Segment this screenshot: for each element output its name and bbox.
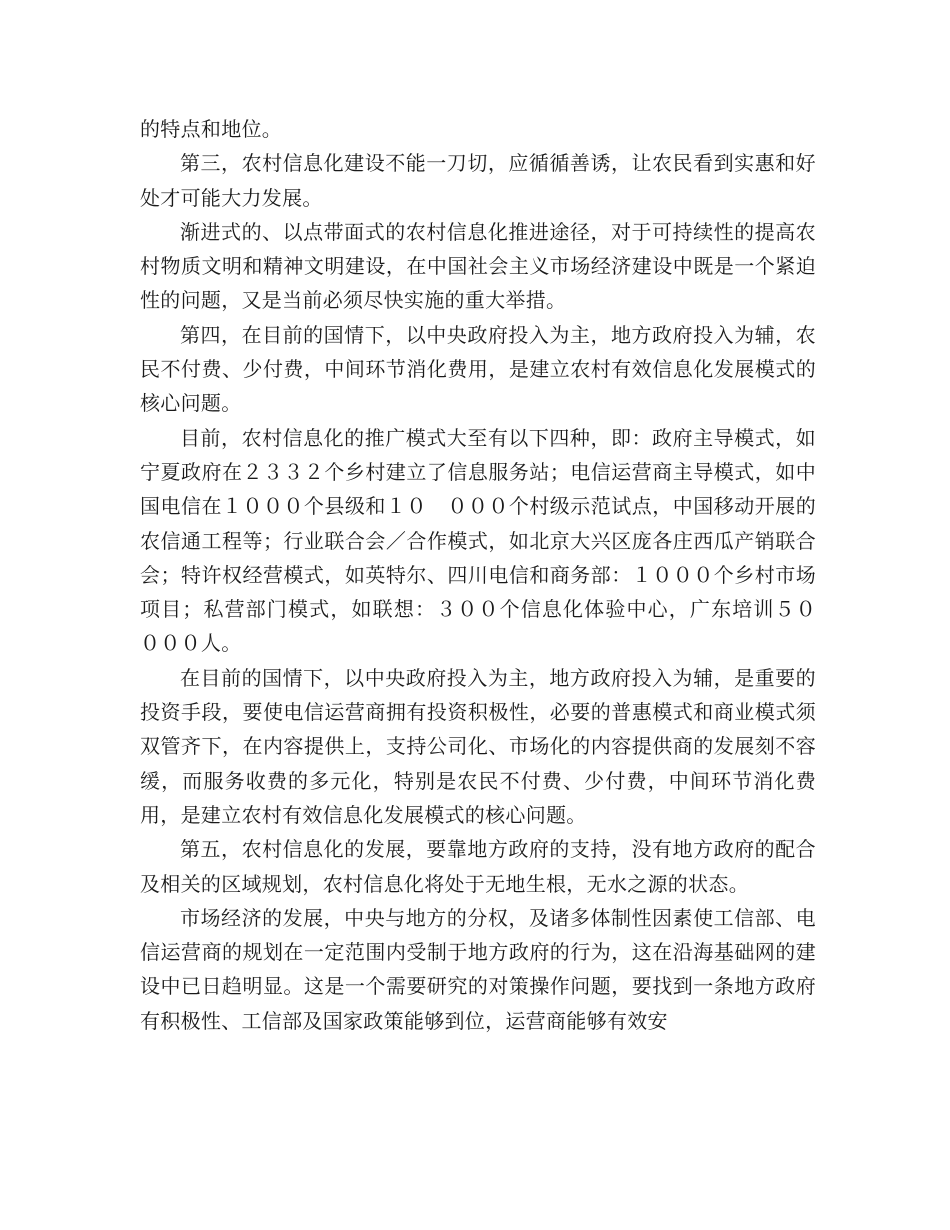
paragraph-5: 目前，农村信息化的推广模式大至有以下四种，即：政府主导模式，如宁夏政府在２３３２个乡村建立了信息服务站；电信运营商主导模式，如中国电信在１０００个县级和１０ ０００个村级示范试点，中国移动开展的农信通工程等；行业联合会／合作模式，如北京大兴区庞各庄西瓜产销联合会；特许权经营模式，如英特尔、四川电信和商务部：１０００个乡村市场项目；私营部门模式，如联想：３００个信息化体验中心，广东培训５０ ０００人。: [140, 425, 837, 656]
paragraph-1: 的特点和地位。: [140, 117, 283, 141]
paragraph-3: 渐进式的、以点带面式的农村信息化推进途径，对于可持续性的提高农村物质文明和精神文明建设，在中国社会主义市场经济建设中既是一个紧迫性的问题，又是当前必须尽快实施的重大举措。: [140, 219, 816, 313]
paragraph-4: 第四，在目前的国情下，以中央政府投入为主，地方政府投入为辅，农民不付费、少付费，中间环节消化费用，是建立农村有效信息化发展模式的核心问题。: [140, 322, 816, 416]
paragraph-8: 市场经济的发展，中央与地方的分权，及诸多体制性因素使工信部、电信运营商的规划在一定范围内受制于地方政府的行为，这在沿海基础网的建设中已日趋明显。这是一个需要研究的对策操作问题，要找到一条地方政府有积极性、工信部及国家政策能够到位，运营商能够有效安: [140, 905, 816, 1033]
paragraph-2: 第三，农村信息化建设不能一刀切，应循循善诱，让农民看到实惠和好处才可能大力发展。: [140, 151, 816, 210]
document-body: [140, 112, 837, 1038]
paragraph-7: 第五，农村信息化的发展，要靠地方政府的支持，没有地方政府的配合及相关的区域规划，农村信息化将处于无地生根，无水之源的状态。: [140, 837, 816, 896]
paragraph-6: 在目前的国情下，以中央政府投入为主，地方政府投入为辅，是重要的投资手段，要使电信运营商拥有投资积极性，必要的普惠模式和商业模式须双管齐下，在内容提供上，支持公司化、市场化的内容提供商的发展刻不容缓，而服务收费的多元化，特别是农民不付费、少付费，中间环节消化费用，是建立农村有效信息化发展模式的核心问题。: [140, 665, 816, 827]
